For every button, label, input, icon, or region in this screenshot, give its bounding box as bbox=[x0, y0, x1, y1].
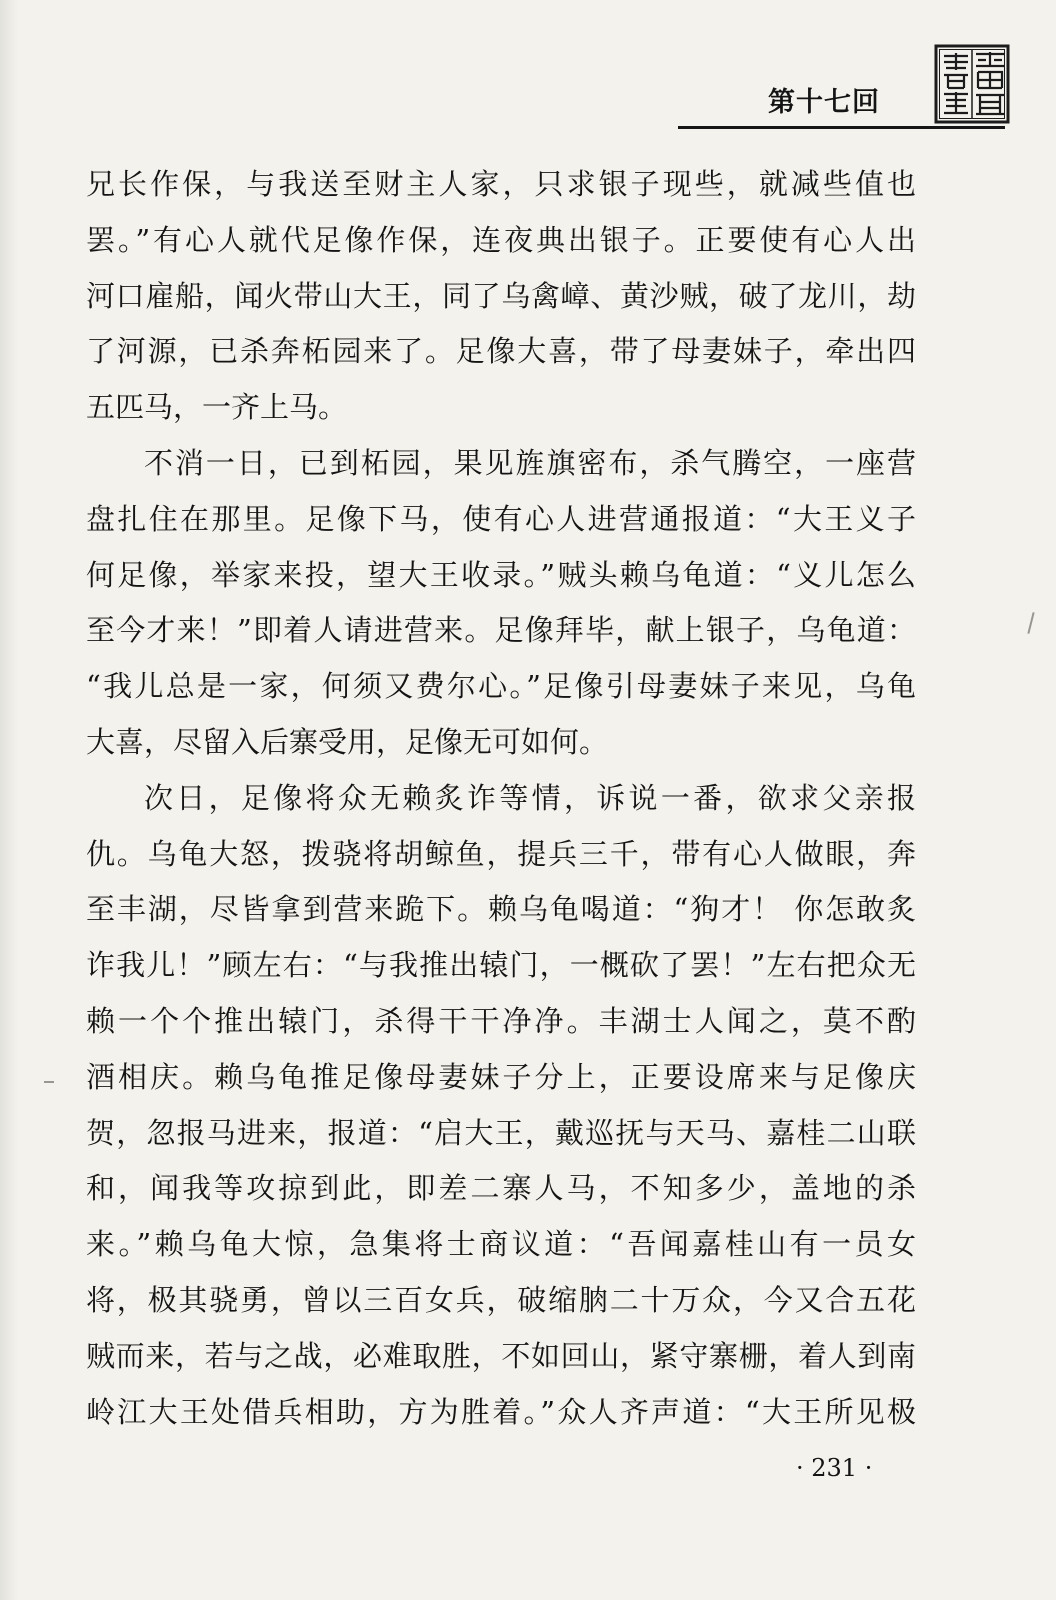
text-line: 大喜，尽留入后寨受用，足像无可如何。 bbox=[86, 724, 609, 759]
text-line: 何足像，举家来投，望大王收录。”贼头赖乌龟道：“义儿怎么 bbox=[86, 557, 916, 592]
text-line: 至今才来！”即着人请进营来。足像拜毕，献上银子，乌龟道： bbox=[86, 613, 916, 648]
text-line: 盘扎住在那里。足像下马，使有心人进营通报道：“大王义子 bbox=[86, 501, 916, 536]
scan-speck bbox=[1027, 612, 1034, 634]
paragraph bbox=[86, 436, 916, 771]
text-line: 罢。”有心人就代足像作保，连夜典出银子。正要使有心人出 bbox=[86, 222, 916, 257]
seal-logo bbox=[934, 44, 1010, 124]
body-text bbox=[86, 157, 916, 1440]
text-line: 诈我儿！”顾左右：“与我推出辕门，一概砍了罢！”左右把众无 bbox=[86, 948, 916, 983]
text-line: 和，闻我等攻掠到此，即差二寨人马，不知多少，盖地的杀 bbox=[86, 1171, 916, 1206]
text-line: 来。”赖乌龟大惊，急集将士商议道：“吾闻嘉桂山有一员女 bbox=[86, 1227, 916, 1262]
scan-speck bbox=[44, 1081, 54, 1083]
page-number: · 231 · bbox=[796, 1454, 873, 1482]
text-line: 不消一日，已到柘园，果见旌旗密布，杀气腾空，一座营 bbox=[144, 445, 916, 480]
text-line: 贼而来，若与之战，必难取胜，不如回山，紧守寨栅，着人到南 bbox=[86, 1338, 916, 1373]
text-line: 酒相庆。赖乌龟推足像母妻妹子分上，正要设席来与足像庆 bbox=[86, 1059, 916, 1094]
text-line: 兄长作保，与我送至财主人家，只求银子现些，就减些值也 bbox=[86, 167, 916, 201]
header-rule bbox=[678, 126, 1005, 129]
text-line: 赖一个个推出辕门，杀得干干净净。丰湖士人闻之，莫不酌 bbox=[86, 1003, 916, 1038]
paragraph bbox=[86, 771, 916, 1441]
text-line: 次日，足像将众无赖炙诈等情，诉说一番，欲求父亲报 bbox=[144, 780, 916, 815]
text-line: 河口雇船，闻火带山大王，同了乌禽嶂、黄沙贼，破了龙川，劫 bbox=[86, 278, 916, 313]
text-line: 仇。乌龟大怒，拨骁将胡鲸鱼，提兵三千，带有心人做眼，奔 bbox=[86, 836, 916, 871]
text-line: 了河源，已杀奔柘园来了。足像大喜，带了母妻妹子，牵出四 bbox=[86, 334, 916, 369]
paragraph bbox=[86, 157, 916, 436]
text-line: “我儿总是一家，何须又费尔心。”足像引母妻妹子来见，乌龟 bbox=[86, 669, 916, 704]
text-line: 岭江大王处借兵相助，方为胜着。”众人齐声道：“大王所见极 bbox=[86, 1394, 916, 1429]
page-edge-shadow bbox=[0, 0, 18, 1600]
chapter-title: 第十七回 bbox=[768, 87, 880, 118]
text-line: 将，极其骁勇，曾以三百女兵，破缩朒二十万众，今又合五花 bbox=[86, 1282, 916, 1317]
text-line: 贺，忽报马进来，报道：“启大王，戴巡抚与天马、嘉桂二山联 bbox=[86, 1115, 916, 1150]
text-line: 五匹马，一齐上马。 bbox=[86, 390, 348, 425]
text-line: 至丰湖，尽皆拿到营来跪下。赖乌龟喝道：“狗才！ 你怎敢炙 bbox=[86, 892, 916, 927]
